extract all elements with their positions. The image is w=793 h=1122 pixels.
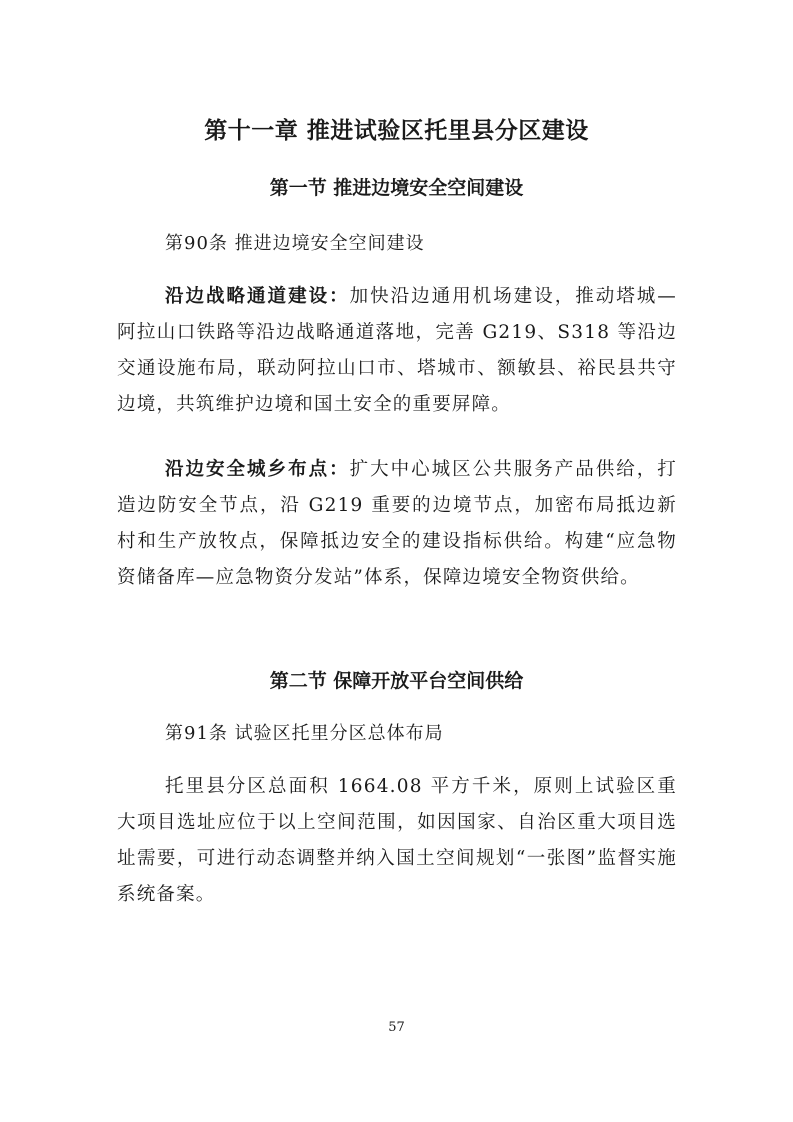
paragraph — [117, 279, 677, 423]
section-title: 第一节 推进边境安全空间建设 — [269, 177, 524, 199]
paragraph-lead: 沿边安全城乡布点： — [165, 459, 350, 480]
paragraph-lead: 沿边战略通道建设： — [165, 286, 350, 307]
section-title: 第二节 保障开放平台空间供给 — [269, 670, 524, 692]
paragraph-text: 加快沿边通用机场建设，推动塔城—阿拉山口铁路等沿边战略通道落地，完善 G219、S318 等沿边交通设施布局，联动阿拉山口市、塔城市、额敏县、裕民县共守边境，共筑维护边境和国土安全的重要屏障。 — [117, 286, 677, 415]
paragraph-text: 扩大中心城区公共服务产品供给，打造边防安全节点，沿 G219 重要的边境节点，加密布局抵边新村和生产放牧点，保障抵边安全的建设指标供给。构建“应急物资储备库—应急物资分发站”体系，保障边境安全物资供给。 — [117, 459, 677, 588]
paragraph-text: 托里县分区总面积 1664.08 平方千米，原则上试验区重大项目选址应位于以上空间范围，如因国家、自治区重大项目选址需要，可进行动态调整并纳入国土空间规划“一张图”监督实施系统备案。 — [117, 776, 677, 905]
paragraph — [117, 769, 677, 913]
page-number: 57 — [388, 1020, 405, 1035]
article-heading: 第90条 推进边境安全空间建设 — [165, 233, 425, 254]
chapter-title: 第十一章 推进试验区托里县分区建设 — [204, 118, 589, 144]
paragraph — [117, 452, 677, 596]
article-heading: 第91条 试验区托里分区总体布局 — [165, 723, 444, 744]
